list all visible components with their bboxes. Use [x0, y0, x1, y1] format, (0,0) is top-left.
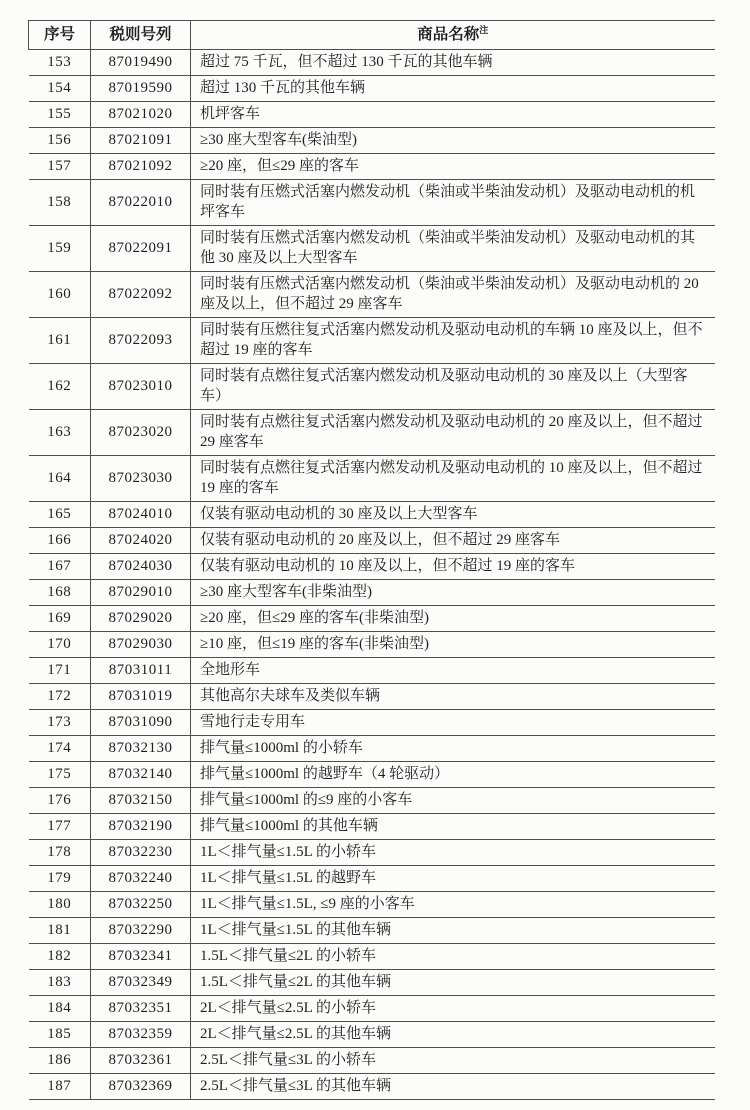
tariff-code-cell: 87024020 [91, 528, 191, 554]
table-header [29, 21, 715, 50]
tariff-code-cell: 87032290 [91, 918, 191, 944]
product-name-cell: ≥20 座，但≤29 座的客车 [191, 154, 715, 180]
table-row [29, 684, 715, 710]
serial-cell: 169 [29, 606, 91, 632]
table-row [29, 944, 715, 970]
table-body [29, 50, 715, 1100]
product-name-cell: 仅装有驱动电动机的 20 座及以上，但不超过 29 座客车 [191, 528, 715, 554]
product-name-cell: 排气量≤1000ml 的其他车辆 [191, 814, 715, 840]
serial-cell: 172 [29, 684, 91, 710]
product-name-cell: 仅装有驱动电动机的 30 座及以上大型客车 [191, 502, 715, 528]
tariff-code-cell: 87031019 [91, 684, 191, 710]
product-name-cell: 机坪客车 [191, 102, 715, 128]
product-name-cell: 1.5L＜排气量≤2L 的小轿车 [191, 944, 715, 970]
tariff-code-cell: 87032359 [91, 1022, 191, 1048]
product-name-cell: 2L＜排气量≤2.5L 的其他车辆 [191, 1022, 715, 1048]
table-row [29, 154, 715, 180]
tariff-code-cell: 87032250 [91, 892, 191, 918]
table-row [29, 456, 715, 502]
header-product-name-label: 商品名称 [417, 26, 480, 43]
table-row [29, 580, 715, 606]
product-name-cell: 2.5L＜排气量≤3L 的小轿车 [191, 1048, 715, 1074]
table-row [29, 128, 715, 154]
table-row [29, 50, 715, 76]
table-row [29, 1022, 715, 1048]
serial-cell: 165 [29, 502, 91, 528]
tariff-code-cell: 87029030 [91, 632, 191, 658]
product-name-cell: 雪地行走专用车 [191, 710, 715, 736]
tariff-code-cell: 87022092 [91, 272, 191, 318]
serial-cell: 159 [29, 226, 91, 272]
serial-cell: 162 [29, 364, 91, 410]
product-name-cell: 排气量≤1000ml 的越野车（4 轮驱动） [191, 762, 715, 788]
serial-cell: 168 [29, 580, 91, 606]
table-row [29, 892, 715, 918]
tariff-code-cell: 87031090 [91, 710, 191, 736]
table-row [29, 502, 715, 528]
tariff-code-cell: 87032130 [91, 736, 191, 762]
product-name-cell: 同时装有压燃式活塞内燃发动机（柴油或半柴油发动机）及驱动电动机的其他 30 座及以上大型客车 [191, 226, 715, 272]
serial-cell: 186 [29, 1048, 91, 1074]
tariff-code-cell: 87032230 [91, 840, 191, 866]
product-name-cell: 1L＜排气量≤1.5L 的越野车 [191, 866, 715, 892]
product-name-cell: 同时装有压燃式活塞内燃发动机（柴油或半柴油发动机）及驱动电动机的 20 座及以上，但不超过 29 座客车 [191, 272, 715, 318]
product-name-cell: 同时装有压燃式活塞内燃发动机（柴油或半柴油发动机）及驱动电动机的机坪客车 [191, 180, 715, 226]
table-row [29, 528, 715, 554]
serial-cell: 166 [29, 528, 91, 554]
tariff-table [28, 20, 715, 1100]
serial-cell: 185 [29, 1022, 91, 1048]
table-row [29, 76, 715, 102]
header-tariff-code: 税则号列 [91, 21, 191, 50]
tariff-code-cell: 87022010 [91, 180, 191, 226]
table-row [29, 318, 715, 364]
product-name-cell: 同时装有点燃往复式活塞内燃发动机及驱动电动机的 20 座及以上，但不超过 29 座客车 [191, 410, 715, 456]
product-name-cell: 1L＜排气量≤1.5L 的小轿车 [191, 840, 715, 866]
table-row [29, 918, 715, 944]
serial-cell: 153 [29, 50, 91, 76]
product-name-cell: 同时装有点燃往复式活塞内燃发动机及驱动电动机的 10 座及以上，但不超过 19 座的客车 [191, 456, 715, 502]
serial-cell: 167 [29, 554, 91, 580]
serial-cell: 157 [29, 154, 91, 180]
header-product-name [191, 21, 715, 50]
serial-cell: 178 [29, 840, 91, 866]
tariff-code-cell: 87024030 [91, 554, 191, 580]
product-name-cell: 1L＜排气量≤1.5L 的其他车辆 [191, 918, 715, 944]
tariff-code-cell: 87022091 [91, 226, 191, 272]
table-row [29, 102, 715, 128]
tariff-code-cell: 87032190 [91, 814, 191, 840]
serial-cell: 161 [29, 318, 91, 364]
table-row [29, 970, 715, 996]
tariff-code-cell: 87022093 [91, 318, 191, 364]
serial-cell: 182 [29, 944, 91, 970]
tariff-code-cell: 87032140 [91, 762, 191, 788]
table-row [29, 710, 715, 736]
table-row [29, 272, 715, 318]
serial-cell: 176 [29, 788, 91, 814]
table-row [29, 866, 715, 892]
tariff-code-cell: 87023030 [91, 456, 191, 502]
serial-cell: 155 [29, 102, 91, 128]
table-row [29, 180, 715, 226]
tariff-code-cell: 87032341 [91, 944, 191, 970]
tariff-code-cell: 87021091 [91, 128, 191, 154]
product-name-cell: 1L＜排气量≤1.5L, ≤9 座的小客车 [191, 892, 715, 918]
table-row [29, 736, 715, 762]
table-row [29, 632, 715, 658]
tariff-code-cell: 87024010 [91, 502, 191, 528]
product-name-cell: 1.5L＜排气量≤2L 的其他车辆 [191, 970, 715, 996]
header-serial: 序号 [29, 21, 91, 50]
tariff-code-cell: 87021092 [91, 154, 191, 180]
header-note-superscript: 注 [479, 24, 489, 35]
tariff-code-cell: 87031011 [91, 658, 191, 684]
serial-cell: 156 [29, 128, 91, 154]
table-row [29, 814, 715, 840]
table-row [29, 1074, 715, 1100]
product-name-cell: ≥30 座大型客车(非柴油型) [191, 580, 715, 606]
product-name-cell: 全地形车 [191, 658, 715, 684]
product-name-cell: 其他高尔夫球车及类似车辆 [191, 684, 715, 710]
table-row [29, 788, 715, 814]
product-name-cell: ≥10 座，但≤19 座的客车(非柴油型) [191, 632, 715, 658]
table-row [29, 996, 715, 1022]
serial-cell: 158 [29, 180, 91, 226]
tariff-code-cell: 87023020 [91, 410, 191, 456]
serial-cell: 154 [29, 76, 91, 102]
tariff-code-cell: 87032361 [91, 1048, 191, 1074]
serial-cell: 183 [29, 970, 91, 996]
table-row [29, 226, 715, 272]
product-name-cell: 2L＜排气量≤2.5L 的小轿车 [191, 996, 715, 1022]
serial-cell: 163 [29, 410, 91, 456]
product-name-cell: 超过 75 千瓦，但不超过 130 千瓦的其他车辆 [191, 50, 715, 76]
product-name-cell: 仅装有驱动电动机的 10 座及以上，但不超过 19 座的客车 [191, 554, 715, 580]
serial-cell: 180 [29, 892, 91, 918]
tariff-code-cell: 87032369 [91, 1074, 191, 1100]
product-name-cell: 超过 130 千瓦的其他车辆 [191, 76, 715, 102]
tariff-code-cell: 87021020 [91, 102, 191, 128]
serial-cell: 164 [29, 456, 91, 502]
tariff-code-cell: 87029020 [91, 606, 191, 632]
serial-cell: 184 [29, 996, 91, 1022]
table-row [29, 1048, 715, 1074]
serial-cell: 179 [29, 866, 91, 892]
product-name-cell: ≥30 座大型客车(柴油型) [191, 128, 715, 154]
tariff-code-cell: 87019490 [91, 50, 191, 76]
serial-cell: 171 [29, 658, 91, 684]
serial-cell: 170 [29, 632, 91, 658]
serial-cell: 160 [29, 272, 91, 318]
product-name-cell: 同时装有点燃往复式活塞内燃发动机及驱动电动机的 30 座及以上（大型客车） [191, 364, 715, 410]
table-row [29, 762, 715, 788]
serial-cell: 173 [29, 710, 91, 736]
table-row [29, 554, 715, 580]
table-row [29, 606, 715, 632]
tariff-code-cell: 87032351 [91, 996, 191, 1022]
serial-cell: 177 [29, 814, 91, 840]
product-name-cell: ≥20 座，但≤29 座的客车(非柴油型) [191, 606, 715, 632]
table-row [29, 658, 715, 684]
tariff-code-cell: 87023010 [91, 364, 191, 410]
header-row [29, 21, 715, 50]
serial-cell: 187 [29, 1074, 91, 1100]
serial-cell: 174 [29, 736, 91, 762]
tariff-code-cell: 87032150 [91, 788, 191, 814]
tariff-code-cell: 87019590 [91, 76, 191, 102]
product-name-cell: 2.5L＜排气量≤3L 的其他车辆 [191, 1074, 715, 1100]
tariff-code-cell: 87032240 [91, 866, 191, 892]
table-row [29, 840, 715, 866]
tariff-code-cell: 87029010 [91, 580, 191, 606]
tariff-code-cell: 87032349 [91, 970, 191, 996]
product-name-cell: 排气量≤1000ml 的小轿车 [191, 736, 715, 762]
product-name-cell: 同时装有压燃往复式活塞内燃发动机及驱动电动机的车辆 10 座及以上，但不超过 19 座的客车 [191, 318, 715, 364]
table-row [29, 410, 715, 456]
product-name-cell: 排气量≤1000ml 的≤9 座的小客车 [191, 788, 715, 814]
table-row [29, 364, 715, 410]
serial-cell: 175 [29, 762, 91, 788]
serial-cell: 181 [29, 918, 91, 944]
